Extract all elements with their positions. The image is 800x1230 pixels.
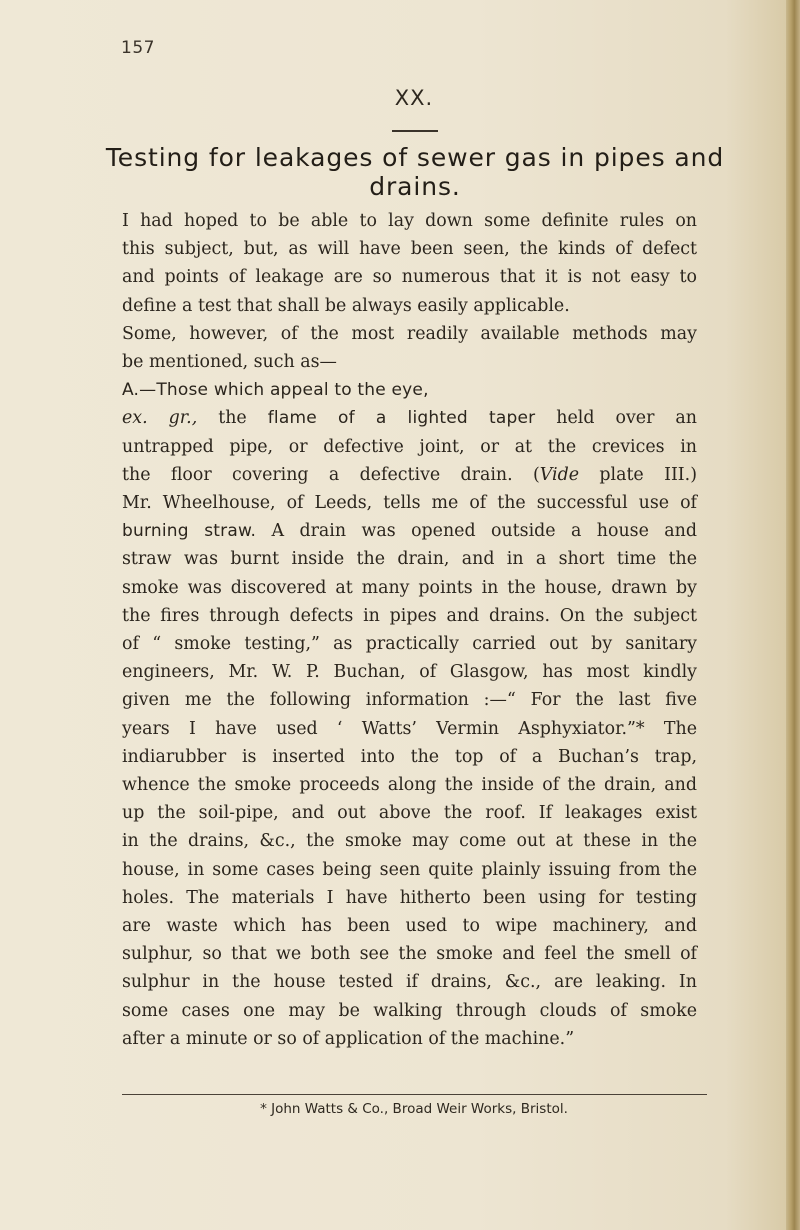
body-line: define a test that shall be always easily applicable. [122, 295, 570, 316]
body-line: Some, however, of the most readily available methods may [122, 323, 697, 344]
body-line: sulphur in the house tested if drains, &c., are leaking. In [122, 972, 697, 993]
body-line: and points of leakage are so numerous that it is not easy to [122, 267, 697, 288]
body-line: years I have used ‘ Watts’ Vermin Asphyxiator.”* The [122, 718, 697, 739]
chapter-number: XX. [394, 86, 434, 110]
body-line: after a minute or so of application of the machine.” [122, 1028, 575, 1049]
body-line: of “ smoke testing,” as practically carried out by sanitary [122, 634, 697, 654]
page-edge [786, 0, 800, 1230]
footnote: * John Watts & Co., Broad Weir Works, Bristol. [260, 1101, 568, 1117]
title-rule [392, 130, 438, 132]
body-line: untrapped pipe, or defective joint, or at the crevices in [122, 436, 697, 457]
page-number: 157 [121, 38, 155, 58]
chapter-title: Testing for leakages of sewer gas in pipes and drains. [105, 143, 725, 201]
body-line: in the drains, &c., the smoke may come out at these in the [122, 831, 697, 852]
body-line: indiarubber is inserted into the top of a Buchan’s trap, [122, 746, 697, 767]
body-line: up the soil-pipe, and out above the roof. If leakages exist [122, 803, 697, 824]
body-line: be mentioned, such as— [122, 352, 337, 372]
body-line: straw was burnt inside the drain, and in a short time the [122, 549, 697, 570]
body-line: given me the following information :—“ For the last five [122, 690, 697, 711]
body-line: house, in some cases being seen quite plainly issuing from the [122, 859, 697, 880]
body-line: A.—Those which appeal to the eye, [122, 380, 429, 401]
body-line: I had hoped to be able to lay down some definite rules on [122, 211, 697, 231]
body-line: smoke was discovered at many points in the house, drawn by [122, 577, 697, 598]
body-line: the fires through defects in pipes and drains. On the subject [122, 605, 697, 626]
body-line: burning straw. A drain was opened outside a house and [122, 521, 697, 542]
body-line: some cases one may be walking through clouds of smoke [122, 1000, 697, 1021]
body-line: ex. gr., the flame of a lighted taper held over an [122, 408, 697, 429]
body-line: are waste which has been used to wipe machinery, and [122, 916, 697, 936]
body-line: holes. The materials I have hitherto been using for testing [122, 887, 697, 908]
body-line: the floor covering a defective drain. (Vide plate III.) [122, 464, 697, 485]
body-line: sulphur, so that we both see the smoke and feel the smell of [122, 944, 697, 965]
body-line: Mr. Wheelhouse, of Leeds, tells me of the successful use of [122, 493, 697, 513]
footnote-rule [122, 1094, 707, 1095]
body-line: whence the smoke proceeds along the inside of the drain, and [122, 775, 697, 795]
body-line: this subject, but, as will have been seen, the kinds of defect [122, 239, 697, 260]
body-line: engineers, Mr. W. P. Buchan, of Glasgow, has most kindly [122, 662, 697, 683]
